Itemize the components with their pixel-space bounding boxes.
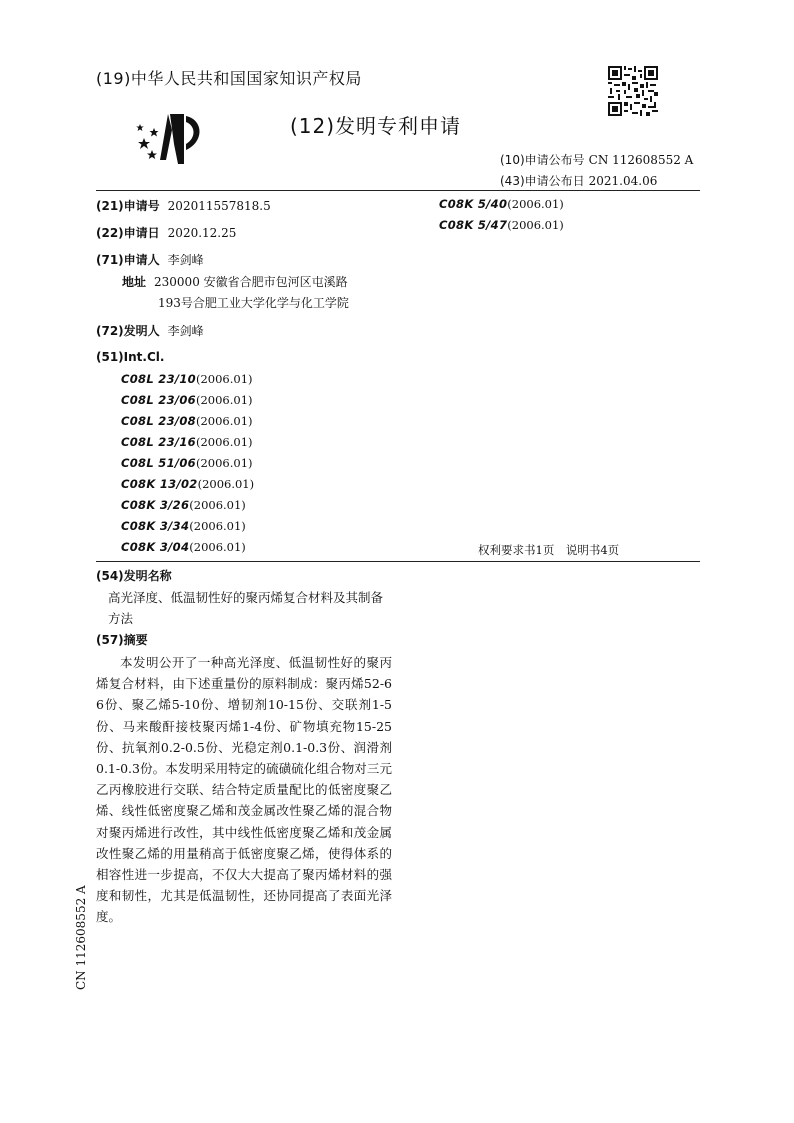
cnipa-logo (130, 108, 206, 168)
applicant-label: (71)申请人 (96, 253, 160, 267)
ipc-code: C08L 51/06 (121, 456, 196, 470)
int-cl-row (96, 350, 164, 364)
publication-number: CN 112608552 A (588, 153, 694, 167)
header-divider (96, 190, 700, 191)
ipc-code: C08K 3/04 (121, 540, 190, 554)
inventor-name: 李剑峰 (167, 324, 204, 338)
publication-number-label: (10)申请公布号 (500, 153, 585, 167)
address-line-2: 193号合肥工业大学化学与化工学院 (158, 296, 349, 310)
ipc-version: (2006.01) (195, 393, 253, 407)
publication-date: 2021.04.06 (588, 174, 658, 188)
bib-divider (96, 561, 700, 562)
ipc-entry (439, 218, 564, 232)
abstract-text: 本发明公开了一种高光泽度、低温韧性好的聚丙烯复合材料，由下述重量份的原料制成：聚丙烯52-66份、聚乙烯5-10份、增韧剂10-15份、交联剂1-5份、马来酸酐接枝聚丙烯1-4份、矿物填充物15-25份、抗氧剂0.2-0.5份、光稳定剂0.1-0.3份、润滑剂0.1-0.3份。本发明采用特定的硫磺硫化组合物对三元乙丙橡胶进行交联、结合特定质量配比的低密度聚乙烯、线性低密度聚乙烯和茂金属改性聚乙烯的混合物对聚丙烯进行改性，其中线性低密度聚乙烯和茂金属改性聚乙烯的用量稍高于低密度聚乙烯，使得体系的相容性进一步提高，不仅大大提高了聚丙烯材料的强度和韧性，尤其是低温韧性，还协同提高了表面光泽度。 (96, 655, 392, 925)
application-number-label: (21)申请号 (96, 199, 160, 213)
ipc-code: C08K 3/26 (121, 498, 190, 512)
ipc-version: (2006.01) (507, 197, 564, 211)
applicant-name: 李剑峰 (167, 253, 204, 267)
abstract-label (96, 631, 148, 648)
ipc-entry (121, 456, 253, 470)
ipc-entry (121, 477, 254, 491)
ipc-code: C08L 23/06 (121, 393, 196, 407)
int-cl-label: (51)Int.Cl. (96, 350, 165, 364)
ipc-code: C08K 3/34 (121, 519, 190, 533)
title-label-text: (54)发明名称 (96, 569, 172, 583)
address-line-1: 230000 安徽省合肥市包河区屯溪路 (154, 275, 348, 289)
ipc-version: (2006.01) (189, 498, 246, 512)
ipc-entry (121, 372, 253, 386)
application-number: 202011557818.5 (167, 199, 271, 213)
pages-note: 权利要求书1页 说明书4页 (478, 543, 620, 557)
ipc-code: C08L 23/08 (121, 414, 196, 428)
application-date: 2020.12.25 (167, 226, 237, 240)
ipc-code: C08K 5/40 (439, 197, 508, 211)
publication-date-label: (43)申请公布日 (500, 174, 585, 188)
ipc-entry (121, 435, 253, 449)
address-row-2 (158, 294, 349, 311)
ipc-version: (2006.01) (195, 435, 253, 449)
document-type: (12)发明专利申请 (290, 114, 462, 138)
ipc-version: (2006.01) (189, 540, 246, 554)
address-label: 地址 (122, 275, 147, 289)
inventor-row (96, 322, 204, 339)
title-label (96, 567, 172, 584)
application-date-row (96, 224, 236, 241)
ipc-version: (2006.01) (189, 519, 246, 533)
inventor-label: (72)发明人 (96, 324, 160, 338)
qr-code-icon (608, 66, 658, 116)
ipc-entry (121, 540, 246, 554)
ipc-version: (2006.01) (195, 372, 253, 386)
invention-title: 高光泽度、低温韧性好的聚丙烯复合材料及其制备方法 (108, 590, 384, 627)
ipc-code: C08K 5/47 (439, 218, 508, 232)
ipc-entry (439, 197, 564, 211)
publication-number-row (500, 151, 693, 168)
side-publication-number: CN 112608552 A (74, 885, 88, 990)
ipc-code: C08L 23/16 (121, 435, 196, 449)
ipc-code: C08L 23/10 (121, 372, 196, 386)
abstract-label-text: (57)摘要 (96, 633, 148, 647)
office-name: (19)中华人民共和国国家知识产权局 (96, 69, 362, 88)
application-date-label: (22)申请日 (96, 226, 160, 240)
ipc-code: C08K 13/02 (121, 477, 198, 491)
ipc-version: (2006.01) (197, 477, 255, 491)
publication-date-row (500, 172, 657, 189)
ipc-version: (2006.01) (195, 414, 253, 428)
application-number-row (96, 197, 271, 214)
applicant-row (96, 251, 204, 268)
ipc-entry (121, 414, 253, 428)
ipc-entry (121, 519, 246, 533)
ipc-entry (121, 498, 246, 512)
ipc-entry (121, 393, 253, 407)
ipc-version: (2006.01) (195, 456, 253, 470)
address-row (122, 273, 348, 290)
ipc-version: (2006.01) (507, 218, 564, 232)
